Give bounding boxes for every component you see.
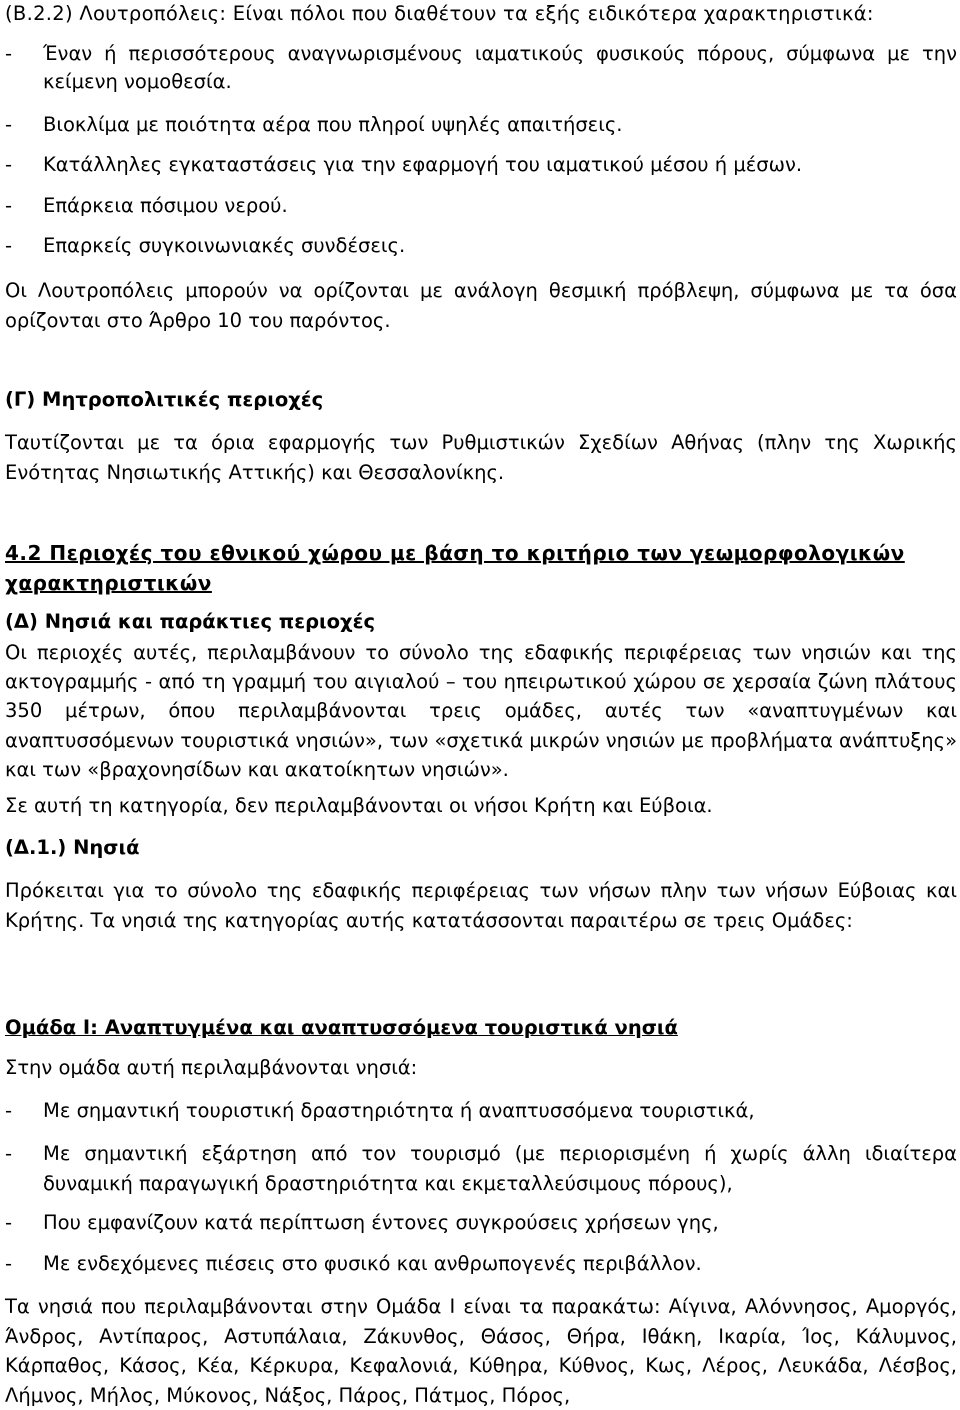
paragraph: Τα νησιά που περιλαμβάνονται στην Ομάδα Ι είναι τα παρακάτω: Αίγινα, Αλόννησος, Αμοργός, Άνδρος, Αντίπαρος, Αστυπάλαια, Ζάκυνθος, Θάσος, Θήρα, Ιθάκη, Ικαρία, Ίος, Κάλυμνος, Κάρπαθος, Κάσος, Κέα, Κέρκυρα, Κεφαλονιά, Κύθηρα, Κύθνος, Κως, Λέρος, Λευκάδα, Λέσβος, Λήμνος, Μήλος, Μύκονος, Νάξος, Πάρος, Πάτμος, Πόρος, — [5, 1295, 957, 1407]
paragraph: Οι Λουτροπόλεις μπορούν να ορίζονται με ανάλογη θεσμική πρόβλεψη, σύμφωνα με τα όσα ορίζονται στο Άρθρο 10 του παρόντος. — [5, 279, 957, 332]
bullet-dash: - — [5, 1252, 13, 1275]
list-item — [5, 40, 957, 96]
bullet-dash: - — [5, 113, 13, 136]
list-item-text: Επάρκεια πόσιμου νερού. — [43, 194, 288, 217]
paragraph: Σε αυτή τη κατηγορία, δεν περιλαμβάνονται οι νήσοι Κρήτη και Εύβοια. — [5, 794, 713, 817]
paragraph: Οι περιοχές αυτές, περιλαμβάνουν το σύνολο της εδαφικής περιφέρειας των νησιών και της ακτογραμμής - από τη γραμμή του αιγιαλού – του ηπειρωτικού χώρου σε χερσαία ζώνη πλάτους 350 μέτρων, όπου περιλαμβάνονται τρεις ομάδες, αυτές των «αναπτυγμένων και αναπτυσσόμενων τουριστικά νησιών», των «σχετικά μικρών νησιών με προβλήματα ανάπτυξης» και των «βραχονησίδων και ακατοίκητων νησιών». — [5, 641, 957, 781]
section-gamma-title: (Γ) Μητροπολιτικές περιοχές — [5, 388, 324, 411]
section-b22-heading: (Β.2.2) Λουτροπόλεις: Είναι πόλοι που διαθέτουν τα εξής ειδικότερα χαρακτηριστικά: — [5, 2, 874, 25]
list-item — [5, 192, 957, 220]
list-item — [5, 1209, 957, 1237]
list-item-text: Που εμφανίζουν κατά περίπτωση έντονες συγκρούσεις χρήσεων γης, — [43, 1211, 719, 1234]
list-item — [5, 111, 957, 139]
list-item — [5, 1097, 957, 1125]
list-item-text: Βιοκλίμα με ποιότητα αέρα που πληροί υψηλές απαιτήσεις. — [43, 113, 623, 136]
list-item-text: Επαρκείς συγκοινωνιακές συνδέσεις. — [43, 234, 406, 257]
list-item-text: Κατάλληλες εγκαταστάσεις για την εφαρμογή του ιαματικού μέσου ή μέσων. — [43, 153, 803, 176]
paragraph: Στην ομάδα αυτή περιλαμβάνονται νησιά: — [5, 1056, 418, 1079]
list-item — [5, 151, 957, 179]
paragraph: Πρόκειται για το σύνολο της εδαφικής περιφέρειας των νήσων πλην των νήσων Εύβοιας και Κρήτης. Τα νησιά της κατηγορίας αυτής κατατάσσονται παραιτέρω σε τρεις Ομάδες: — [5, 879, 957, 932]
bullet-dash: - — [5, 1211, 13, 1234]
list-item — [5, 232, 957, 260]
bullet-dash: - — [5, 153, 13, 176]
bullet-dash: - — [5, 234, 13, 257]
list-item-text: Έναν ή περισσότερους αναγνωρισμένους ιαματικούς φυσικούς πόρους, σύμφωνα με την κείμενη νομοθεσία. — [43, 42, 957, 93]
section-delta1-title: (Δ.1.) Νησιά — [5, 836, 140, 859]
group-1-title: Ομάδα Ι: Αναπτυγμένα και αναπτυσσόμενα τουριστικά νησιά — [5, 1016, 678, 1039]
bullet-dash: - — [5, 1142, 13, 1165]
list-item — [5, 1139, 957, 1199]
section-4-2-title: 4.2 Περιοχές του εθνικού χώρου με βάση το κριτήριο των γεωμορφολογικών χαρακτηριστικών — [5, 541, 905, 595]
section-delta-title: (Δ) Νησιά και παράκτιες περιοχές — [5, 610, 376, 633]
list-item-text: Με ενδεχόμενες πιέσεις στο φυσικό και ανθρωπογενές περιβάλλον. — [43, 1252, 702, 1275]
list-item-text: Με σημαντική τουριστική δραστηριότητα ή αναπτυσσόμενα τουριστικά, — [43, 1099, 755, 1122]
bullet-dash: - — [5, 194, 13, 217]
list-item-text: Με σημαντική εξάρτηση από τον τουρισμό (με περιορισμένη ή χωρίς άλλη ιδιαίτερα δυναμική παραγωγική δραστηριότητα και εκμεταλλεύσιμους πόρους), — [43, 1142, 957, 1195]
bullet-dash: - — [5, 1099, 13, 1122]
bullet-dash: - — [5, 42, 13, 65]
paragraph: Ταυτίζονται με τα όρια εφαρμογής των Ρυθμιστικών Σχεδίων Αθήνας (πλην της Χωρικής Ενότητας Νησιωτικής Αττικής) και Θεσσαλονίκης. — [5, 431, 957, 484]
list-item — [5, 1250, 957, 1278]
